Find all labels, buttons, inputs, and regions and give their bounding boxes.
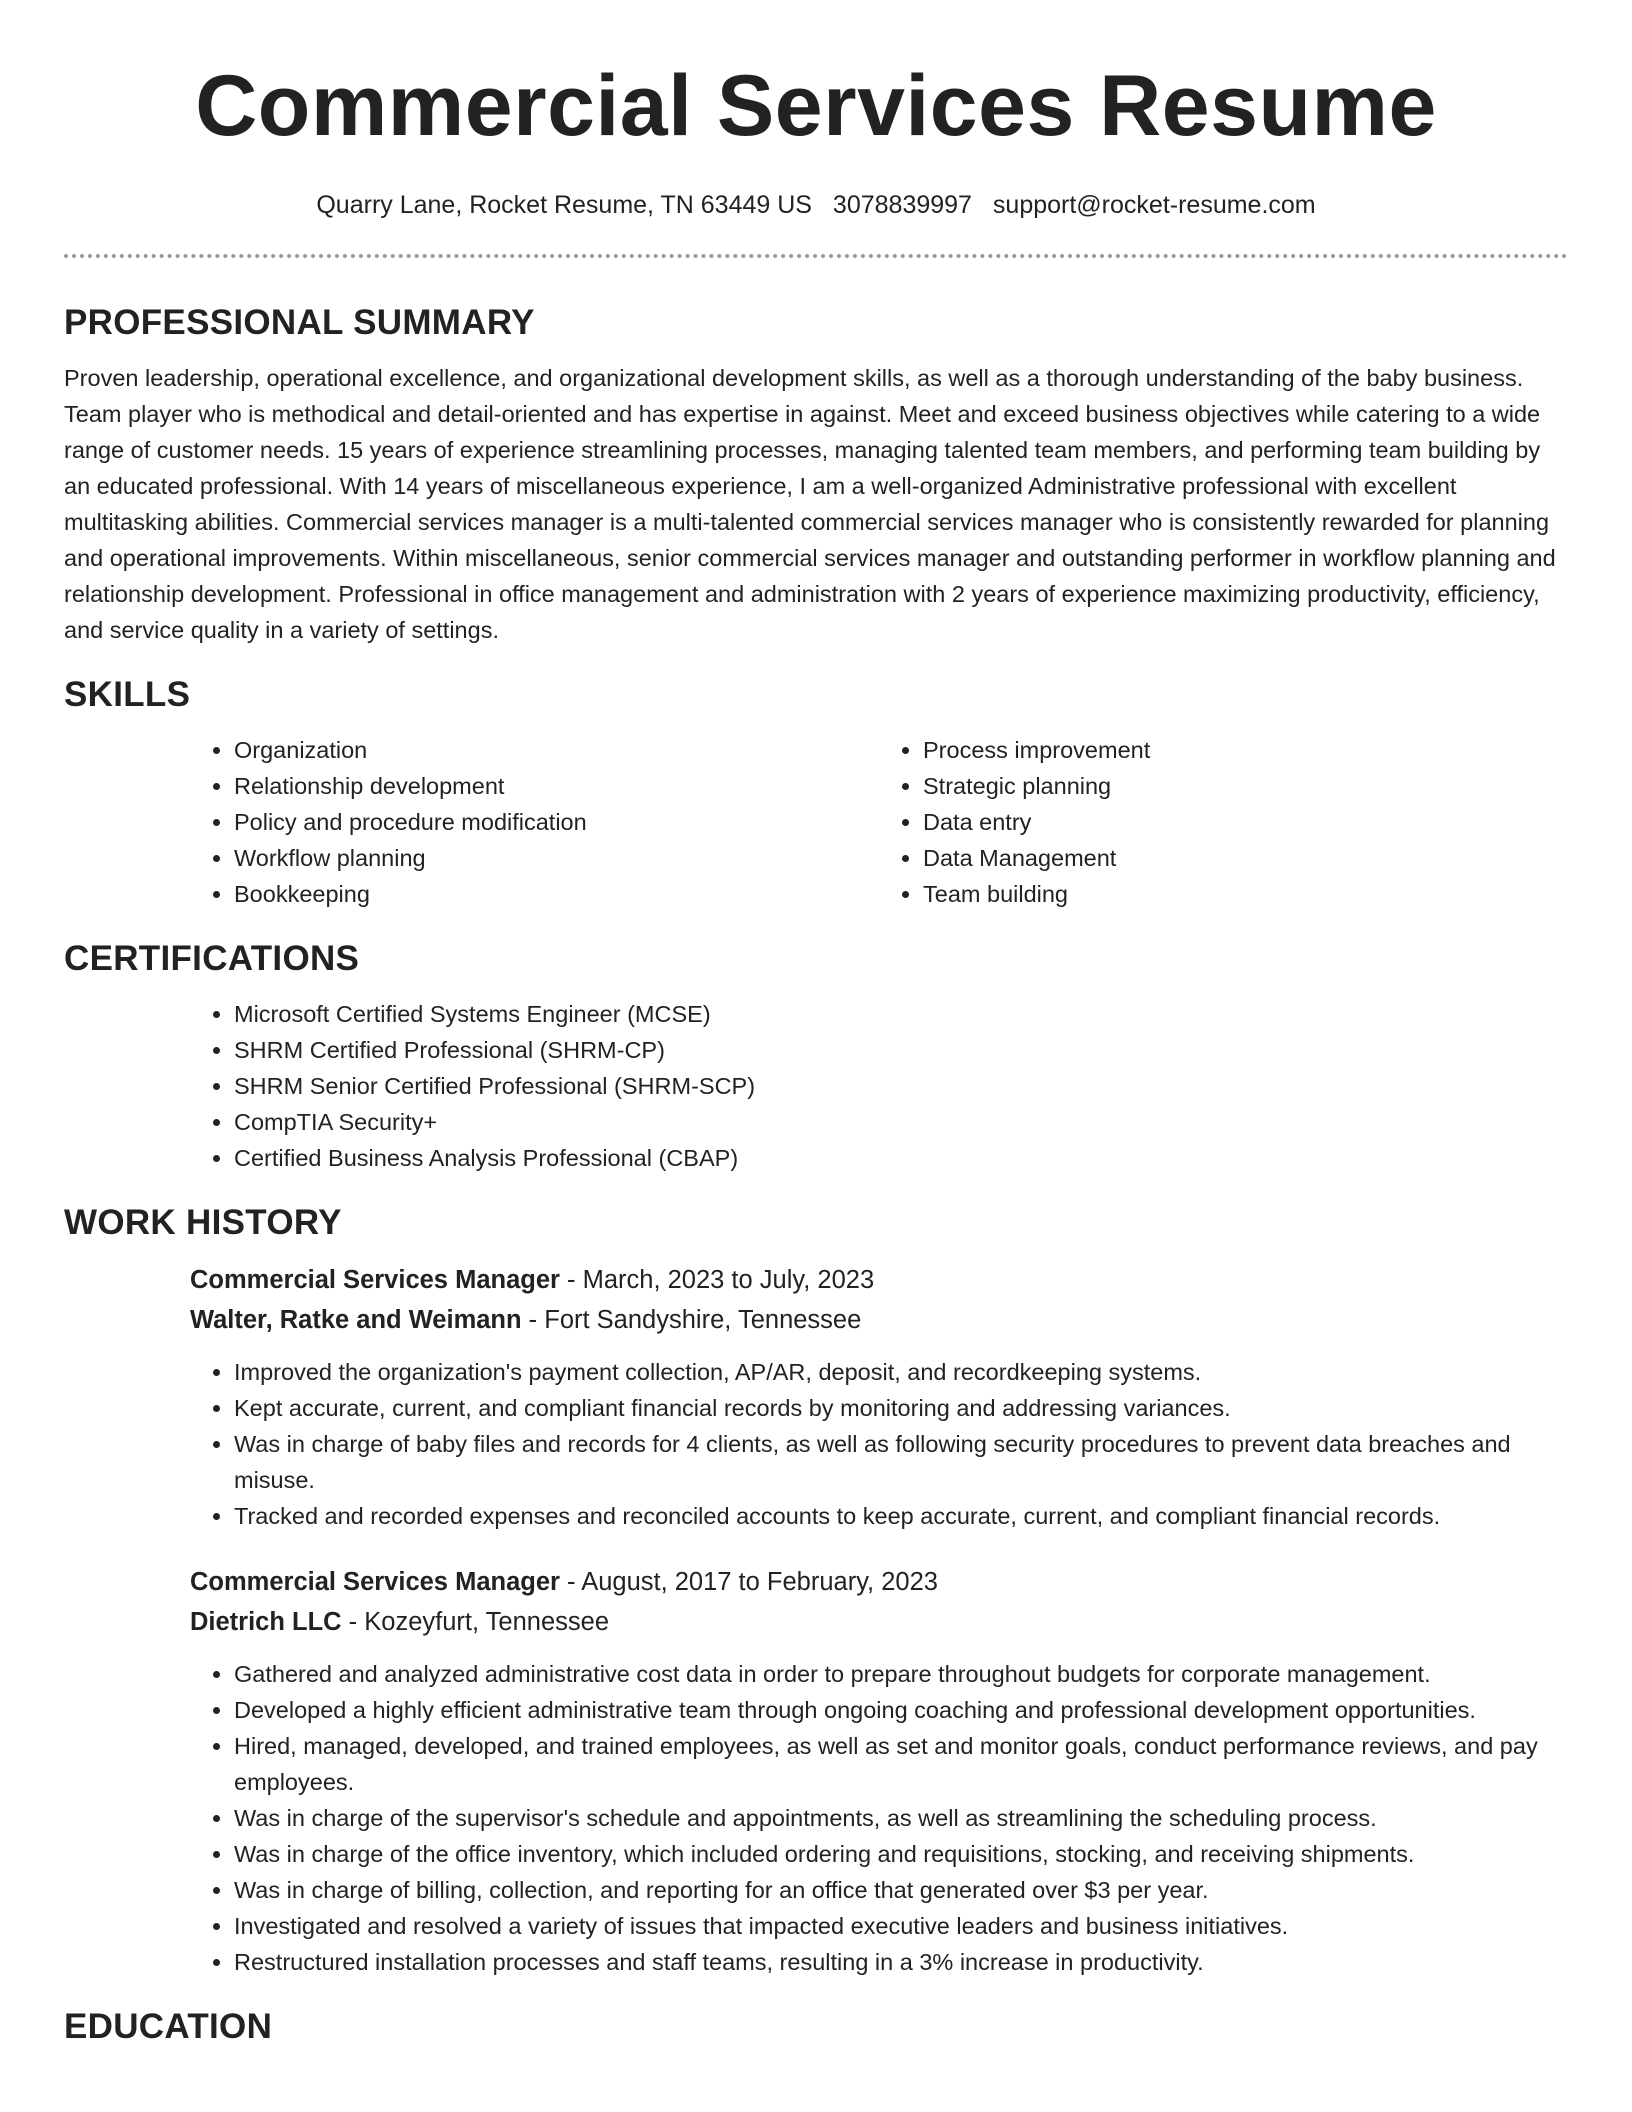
job-bullet: • Was in charge of baby files and records for 4 clients, as well as following security procedures to prevent data breaches and misuse. (234, 1426, 1568, 1498)
header-divider (64, 254, 1568, 258)
certification-item: • CompTIA Security+ (234, 1104, 1568, 1140)
skills-list (190, 732, 1568, 912)
skill-item: • Data entry (923, 804, 1568, 840)
skill-item: • Strategic planning (923, 768, 1568, 804)
job-company-line (190, 1602, 1568, 1642)
contact-phone: 3078839997 (832, 191, 972, 219)
skill-item: • Relationship development (234, 768, 879, 804)
skill-item: • Bookkeeping (234, 876, 879, 912)
job-dates: - August, 2017 to February, 2023 (559, 1568, 938, 1596)
certification-item: • Microsoft Certified Systems Engineer (MCSE) (234, 996, 1568, 1032)
job-entry (190, 1260, 1568, 1534)
job-bullet: • Tracked and recorded expenses and reconciled accounts to keep accurate, current, and compliant financial records. (234, 1498, 1568, 1534)
job-location: - Kozeyfurt, Tennessee (341, 1608, 610, 1636)
job-title: Commercial Services Manager (190, 1266, 560, 1294)
summary-text: Proven leadership, operational excellence, and organizational development skills, as well as a thorough understanding of the baby business. Team player who is methodical and detail-oriented and has expertise in against. Meet and exceed business objectives while catering to a wide range of customer needs. 15 years of experience streamlining processes, managing talented team members, and performing team building by an educated professional. With 14 years of miscellaneous experience, I am a well-organized Administrative professional with excellent multitasking abilities. Commercial services manager is a multi-talented commercial services manager who is consistently rewarded for planning and operational improvements. Within miscellaneous, senior commercial services manager and outstanding performer in workflow planning and relationship development. Professional in office management and administration with 2 years of experience maximizing productivity, efficiency, and service quality in a variety of settings. (64, 365, 1556, 643)
contact-email: support@rocket-resume.com (992, 191, 1316, 219)
skill-item: • Policy and procedure modification (234, 804, 879, 840)
skill-item: • Process improvement (923, 732, 1568, 768)
job-bullet: • Gathered and analyzed administrative cost data in order to prepare throughout budgets for corporate management. (234, 1656, 1568, 1692)
job-bullet: • Hired, managed, developed, and trained employees, as well as set and monitor goals, conduct performance reviews, and pay employees. (234, 1728, 1568, 1800)
job-bullet: • Kept accurate, current, and compliant financial records by monitoring and addressing variances. (234, 1390, 1568, 1426)
certifications-heading: CERTIFICATIONS (64, 939, 360, 978)
job-company-line (190, 1300, 1568, 1340)
certifications-list (190, 996, 1568, 1176)
job-bullet: • Improved the organization's payment collection, AP/AR, deposit, and recordkeeping systems. (234, 1354, 1568, 1390)
job-company: Walter, Ratke and Weimann (190, 1306, 522, 1334)
certification-item: • Certified Business Analysis Professional (CBAP) (234, 1140, 1568, 1176)
skill-item: • Data Management (923, 840, 1568, 876)
job-bullet: • Restructured installation processes and staff teams, resulting in a 3% increase in productivity. (234, 1944, 1568, 1980)
skills-column-left (190, 732, 879, 912)
resume-page (64, 0, 1568, 2048)
certification-item: • SHRM Certified Professional (SHRM-CP) (234, 1032, 1568, 1068)
job-title: Commercial Services Manager (190, 1568, 560, 1596)
job-location: - Fort Sandyshire, Tennessee (521, 1306, 862, 1334)
job-bullet: • Was in charge of billing, collection, and reporting for an office that generated over $3 per year. (234, 1872, 1568, 1908)
education-heading: EDUCATION (64, 2007, 273, 2046)
contact-address: Quarry Lane, Rocket Resume, TN 63449 US (316, 191, 812, 219)
job-bullet: • Developed a highly efficient administrative team through ongoing coaching and professional development opportunities. (234, 1692, 1568, 1728)
job-title-line (190, 1260, 1568, 1300)
certification-item: • SHRM Senior Certified Professional (SHRM-SCP) (234, 1068, 1568, 1104)
job-title-line (190, 1562, 1568, 1602)
job-company: Dietrich LLC (190, 1608, 342, 1636)
contact-line (64, 190, 1568, 220)
work-history-heading: WORK HISTORY (64, 1203, 342, 1242)
job-bullets (190, 1354, 1568, 1534)
job-bullets (190, 1656, 1568, 1980)
job-entry (190, 1562, 1568, 1980)
skills-heading: SKILLS (64, 675, 191, 714)
resume-title: Commercial Services Resume (195, 58, 1437, 154)
skill-item: • Workflow planning (234, 840, 879, 876)
job-bullet: • Investigated and resolved a variety of issues that impacted executive leaders and business initiatives. (234, 1908, 1568, 1944)
job-bullet: • Was in charge of the office inventory, which included ordering and requisitions, stocking, and receiving shipments. (234, 1836, 1568, 1872)
summary-heading: PROFESSIONAL SUMMARY (64, 303, 535, 342)
skills-column-right (879, 732, 1568, 912)
skill-item: • Team building (923, 876, 1568, 912)
job-bullet: • Was in charge of the supervisor's schedule and appointments, as well as streamlining the scheduling process. (234, 1800, 1568, 1836)
job-dates: - March, 2023 to July, 2023 (559, 1266, 875, 1294)
skill-item: • Organization (234, 732, 879, 768)
